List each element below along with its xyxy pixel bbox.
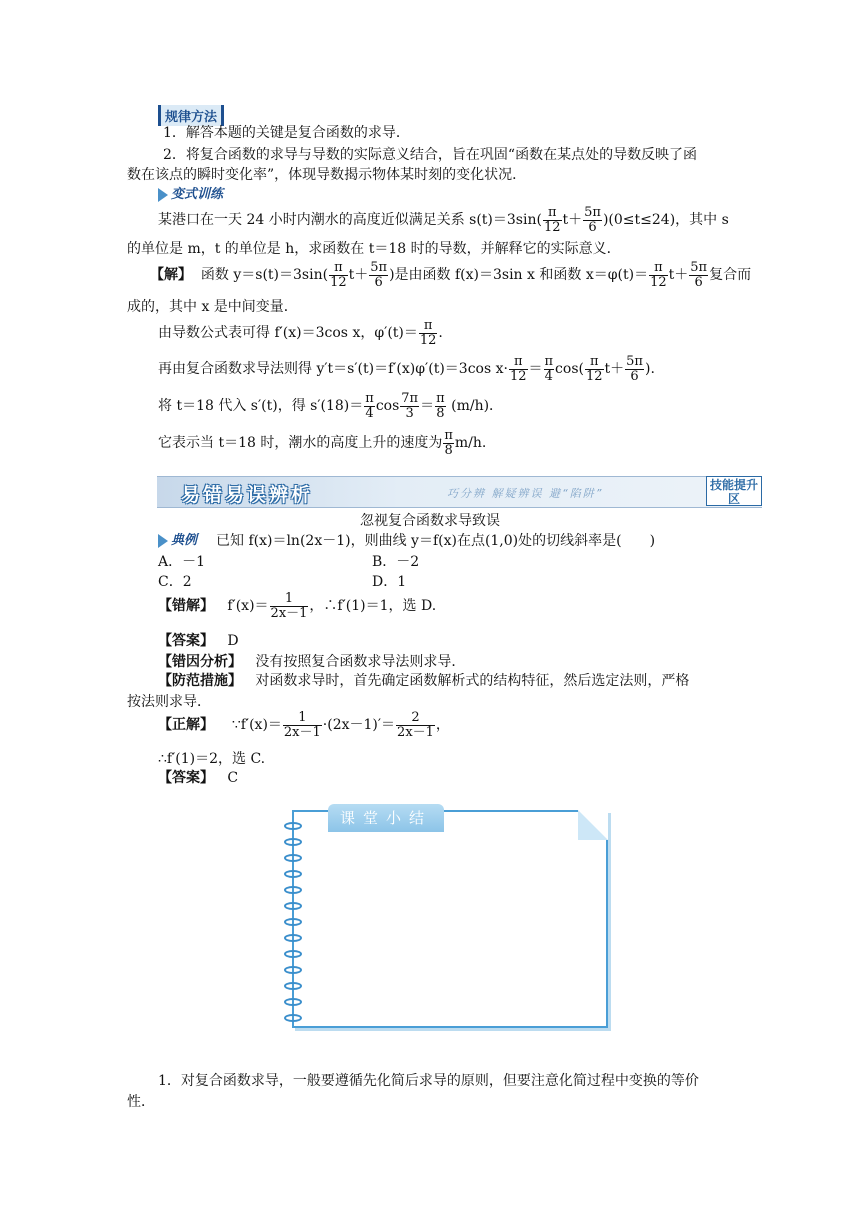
option-b: B．－2 — [372, 554, 420, 570]
correct-conclusion: ∴f′(1)＝2，选 C. — [158, 751, 266, 767]
spiral-ring-icon — [284, 966, 302, 974]
spiral-ring-icon — [284, 870, 302, 878]
fraction: $\frac{\pi}{12}$ — [509, 353, 527, 384]
triangle-icon — [158, 188, 168, 202]
fraction: $\frac{5\pi}{6}$ — [584, 204, 601, 235]
fraction: $\frac{\pi}{12}$ — [543, 204, 561, 235]
answer-2: 【答案】 C — [158, 770, 239, 786]
spiral-ring-icon — [284, 1014, 302, 1022]
spiral-ring-icon — [284, 950, 302, 958]
solution-line-2: 成的，其中 x 是中间变量． — [127, 299, 298, 315]
fraction: $\frac{\pi}{12}$ — [419, 317, 437, 348]
variant-line-1: 某港口在一天 24 小时内潮水的高度近似满足关系 s(t)＝3sin( $\frac{\pi}{12}$ t＋ $\frac{5\pi}{6}$ )(0≤t≤24)，其中 s — [158, 204, 729, 235]
class-summary-notebook — [292, 810, 608, 1028]
fraction: $\frac{5\pi}{6}$ — [626, 353, 643, 384]
summary-point-1b: 性． — [127, 1094, 155, 1110]
wrong-label: 【错解】 — [158, 598, 214, 614]
error-cause: 【错因分析】 没有按照复合函数求导法则求导． — [158, 654, 466, 670]
option-d: D．1 — [372, 574, 407, 590]
fraction: $\frac{\pi}{4}$ — [365, 390, 374, 421]
method-point-2a: 2．将复合函数的求导与导数的实际意义结合，旨在巩固“函数在某点处的导数反映了函 — [163, 147, 698, 163]
option-c: C．2 — [158, 574, 192, 590]
section-banner — [157, 476, 762, 508]
wrong-solution: 【错解】 f′(x)＝ $\frac{1}{2x-1}$ ，∴f′(1)＝1，选 D. — [158, 590, 437, 621]
correct-solution: 【正解】 ∵f′(x)＝ $\frac{1}{2x-1}$ ·(2x－1)′＝ $\frac{2}{2x-1}$ ， — [158, 709, 450, 740]
solution-line-6: 它表示当 t＝18 时，潮水的高度上升的速度为 $\frac{\pi}{8}$ m/h. — [158, 427, 487, 458]
example-question: 已知 f(x)＝ln(2x－1)，则曲线 y＝f(x)在点(1,0)处的切线斜率是( ) — [216, 533, 656, 549]
section-title: 忽视复合函数求导致误 — [360, 513, 500, 529]
spiral-ring-icon — [284, 902, 302, 910]
fraction: $\frac{7\pi}{3}$ — [401, 390, 419, 421]
solution-line-3: 由导数公式表可得 f′(x)＝3cos x，φ′(t)＝ $\frac{\pi}{12}$ . — [158, 317, 443, 348]
prevention-line-1: 【防范措施】 对函数求导时，首先确定函数解析式的结构特征，然后选定法则，严格 — [158, 673, 690, 689]
summary-tab: 课堂小结 — [328, 804, 444, 832]
fraction: $\frac{\pi}{12}$ — [330, 259, 347, 290]
option-a: A．－1 — [158, 554, 206, 570]
solution-line-1: 【解】 函数 y＝s(t)＝3sin( $\frac{\pi}{12}$ t＋ $\frac{5\pi}{6}$ )是由函数 f(x)＝3sin x 和函数 x＝φ(t)＝ $\frac{\pi}{12}$ t＋ $\frac{5\pi}{6}$ 复合而 — [150, 259, 752, 290]
example-tag: 典例 — [158, 529, 197, 548]
fraction: $\frac{5\pi}{6}$ — [370, 259, 388, 290]
fraction: $\frac{\pi}{8}$ — [444, 427, 453, 458]
variant-tag: 变式训练 — [158, 183, 223, 202]
spiral-ring-icon — [284, 822, 302, 830]
method-point-2b: 数在该点的瞬时变化率”，体现导数揭示物体某时刻的变化状况． — [127, 167, 527, 183]
spiral-ring-icon — [284, 934, 302, 942]
solution-line-4: 再由复合函数求导法则得 y′t＝s′(t)＝f′(x)φ′(t)＝3cos x· $\frac{\pi}{12}$ ＝ $\frac{\pi}{4}$ cos( $\frac{\pi}{12}$ t＋ $\frac{5\pi}{6}$ ). — [158, 353, 655, 384]
banner-title: 易错易误辨析 — [181, 484, 314, 506]
fraction: $\frac{1}{2x-1}$ — [283, 709, 321, 740]
variant-line-2: 的单位是 m，t 的单位是 h，求函数在 t＝18 时的导数，并解释它的实际意义． — [127, 241, 621, 257]
solution-line-5: 将 t＝18 代入 s′(t)，得 s′(18)＝ $\frac{\pi}{4}$ cos $\frac{7\pi}{3}$ ＝ $\frac{\pi}{8}$ (m/h)． — [158, 390, 504, 421]
skill-up-button[interactable]: 技能提升区 — [706, 476, 762, 506]
prevention-line-2: 按法则求导． — [127, 694, 211, 710]
spiral-ring-icon — [284, 838, 302, 846]
fraction: $\frac{5\pi}{6}$ — [690, 259, 708, 290]
spiral-ring-icon — [284, 982, 302, 990]
summary-point-1a: 1．对复合函数求导，一般要遵循先化简后求导的原则，但要注意化简过程中变换的等价 — [158, 1073, 699, 1089]
triangle-icon — [158, 534, 168, 548]
fraction: $\frac{\pi}{8}$ — [436, 390, 445, 421]
spiral-ring-icon — [284, 854, 302, 862]
banner-subtitle: 巧分辨 解疑辨误 避“陷阱” — [447, 487, 604, 500]
spiral-ring-icon — [284, 918, 302, 926]
solution-label: 【解】 — [150, 267, 192, 283]
answer-1: 【答案】 D — [158, 633, 239, 649]
correct-label: 【正解】 — [158, 717, 214, 733]
fraction: $\frac{\pi}{4}$ — [544, 353, 554, 384]
fraction: $\frac{2}{2x-1}$ — [397, 709, 434, 740]
fraction: $\frac{1}{2x-1}$ — [270, 590, 308, 621]
spiral-ring-icon — [284, 886, 302, 894]
fraction: $\frac{\pi}{12}$ — [585, 353, 603, 384]
method-tag: 规律方法 — [158, 105, 224, 126]
method-point-1: 1．解答本题的关键是复合函数的求导． — [163, 125, 410, 141]
page-fold-corner — [578, 810, 608, 840]
spiral-ring-icon — [284, 998, 302, 1006]
fraction: $\frac{\pi}{12}$ — [650, 259, 667, 290]
